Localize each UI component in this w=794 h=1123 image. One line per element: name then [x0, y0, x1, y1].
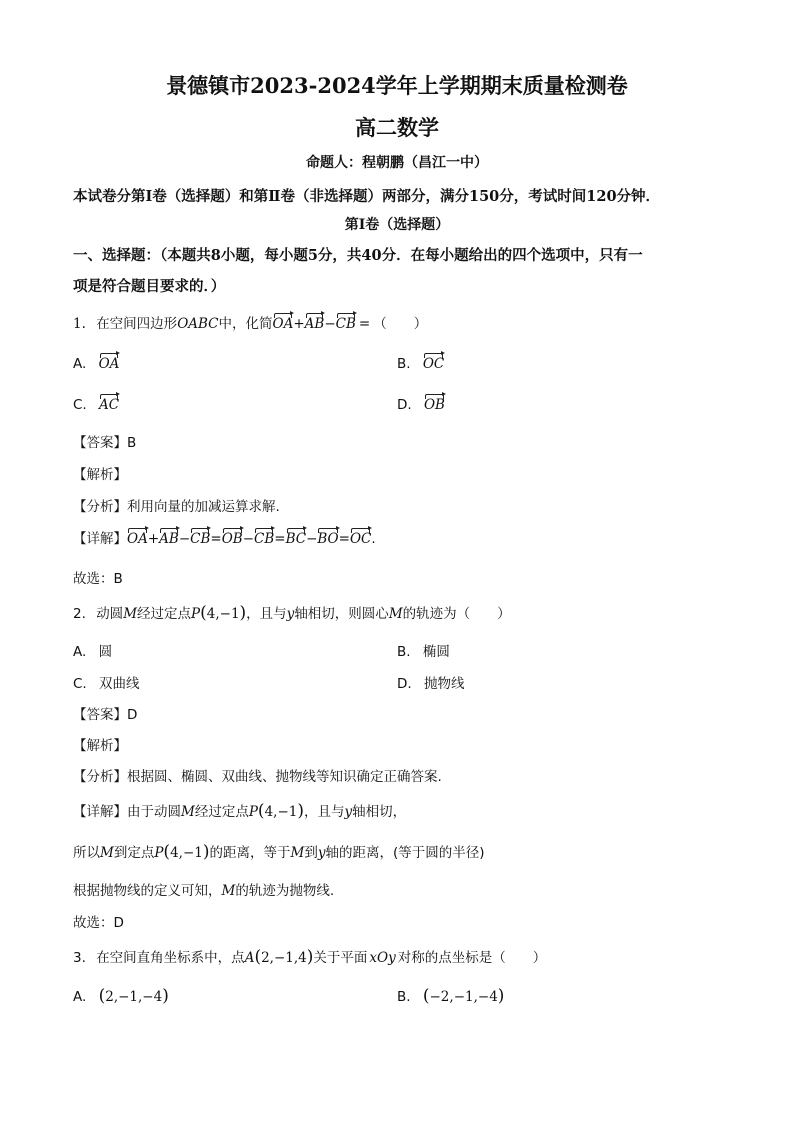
stem-text: 轴相切，则圆心 — [294, 606, 389, 622]
equals-sign: = — [338, 531, 350, 547]
detail-text: 根据抛物线的定义可知， — [73, 883, 222, 899]
detail-text: 到定点 — [113, 845, 155, 861]
option-text: 抛物线 — [423, 676, 465, 692]
var-m: M — [123, 606, 138, 622]
section-heading-line2: 项是符合题目要求的．） — [73, 278, 226, 295]
plus-sign: + — [147, 531, 160, 547]
choose-tag: 故选： — [73, 571, 114, 587]
question-3-stem: 3. 在空间直角坐标系中，点A(2,−1,4)关于平面 xOy 对称的点坐标是（ ） — [73, 947, 547, 967]
fenxi-line — [73, 765, 442, 785]
var-m: M — [181, 804, 195, 820]
answer-line — [73, 431, 136, 451]
vector-ab: AB — [159, 527, 179, 547]
var-p: P — [154, 845, 164, 861]
detail-text: 轴的距离，(等于圆的半径) — [325, 845, 485, 861]
option-a — [73, 640, 112, 660]
stem-text: 中，化简 — [218, 316, 273, 332]
option-coords: −2,−1,−4 — [429, 989, 498, 1005]
detail-line-3 — [73, 879, 334, 899]
option-text: 圆 — [98, 644, 113, 660]
vector-bo: BO — [317, 527, 338, 547]
detail-line — [73, 527, 376, 547]
period: . — [371, 531, 376, 547]
option-label: A. — [73, 356, 87, 372]
option-label: C. — [73, 397, 87, 413]
detail-line-2: 所以M到定点P(4,−1)的距离，等于M到y轴的距离，(等于圆的半径) — [73, 842, 485, 862]
var-y: y — [344, 804, 353, 820]
vector-oa: OA — [99, 352, 120, 372]
option-label: B. — [397, 989, 411, 1005]
fenxi-text: 利用向量的加减运算求解. — [127, 499, 280, 515]
option-text: 双曲线 — [99, 676, 140, 692]
var-p: P — [191, 606, 201, 622]
vector-cb: CB — [190, 527, 210, 547]
var-y: y — [317, 845, 326, 861]
point-coords: 4,−1 — [206, 606, 240, 622]
option-coords: 2,−1,−4 — [105, 989, 163, 1005]
minus-sign: − — [242, 531, 254, 547]
question-number: 1. — [73, 316, 86, 332]
question-number: 3. — [73, 950, 86, 966]
detail-text: ，且与 — [303, 804, 345, 820]
vector-cb: CB — [336, 312, 356, 332]
detail-text: 经过定点 — [194, 804, 249, 820]
option-c — [73, 393, 119, 413]
choose-line — [73, 567, 123, 587]
stem-text: ，且与 — [246, 606, 287, 622]
vector-cb: CB — [254, 527, 274, 547]
intro-line: 本试卷分第Ⅰ卷（选择题）和第Ⅱ卷（非选择题）两部分，满分150分，考试时间120分钟． — [73, 188, 661, 205]
var-m: M — [388, 606, 403, 622]
option-b — [397, 640, 450, 660]
point-coords: 2,−1,4 — [261, 950, 307, 966]
answer-value: B — [127, 435, 137, 451]
analysis-tag: 【解析】 — [73, 467, 127, 483]
choose-value: B — [113, 571, 123, 587]
minus-sign: − — [324, 316, 336, 332]
fenxi-line — [73, 495, 280, 515]
vector-oa: OA — [127, 527, 148, 547]
option-label: D. — [397, 676, 412, 692]
question-1-stem — [73, 312, 427, 332]
analysis-tag: 【解析】 — [73, 738, 127, 754]
vector-ac: AC — [99, 393, 119, 413]
var-a: A — [244, 950, 255, 966]
option-a: A. (2,−1,−4) — [73, 986, 169, 1006]
option-a — [73, 352, 119, 372]
fenxi-tag: 【分析】 — [73, 499, 127, 515]
choose-value: D — [113, 915, 124, 931]
stem-text: 对称的点坐标是（ ） — [397, 950, 547, 966]
option-label: A. — [73, 644, 87, 660]
section-heading-line1: 一、选择题：（本题共8小题，每小题5分，共40分．在每小题给出的四个选项中，只有一 — [73, 247, 643, 264]
var-m: M — [100, 845, 114, 861]
plus-sign: + — [293, 316, 305, 332]
detail-text: 的距离，等于 — [209, 845, 291, 861]
detail-text: 所以 — [73, 845, 100, 861]
question-number: 2. — [73, 606, 86, 622]
point-coords: 4,−1 — [264, 804, 298, 820]
vector-ob: OB — [222, 527, 243, 547]
equals-sign: = — [274, 531, 286, 547]
minus-sign: − — [178, 531, 191, 547]
option-label: B. — [397, 644, 411, 660]
author-line: 命题人：程朝鹏（昌江一中） — [306, 155, 488, 171]
vector-ab: AB — [305, 312, 325, 332]
option-label: D. — [397, 397, 412, 413]
detail-text: 到 — [304, 845, 318, 861]
stem-text: 动圆 — [96, 606, 124, 622]
answer-paren: （ ） — [373, 316, 428, 332]
var-m: M — [290, 845, 305, 861]
stem-text: 关于平面 — [313, 950, 368, 966]
vector-ob: OB — [424, 393, 445, 413]
choose-line — [73, 911, 124, 931]
option-label: B. — [397, 356, 411, 372]
detail-tag: 【详解】 — [73, 804, 127, 820]
vector-oc: OC — [350, 527, 371, 547]
option-c — [73, 672, 140, 692]
fenxi-tag: 【分析】 — [73, 769, 127, 785]
option-label: A. — [73, 989, 87, 1005]
exam-title: 景德镇市2023-2024学年上学期期末质量检测卷 — [166, 73, 628, 98]
vector-oa: OA — [273, 312, 294, 332]
fenxi-text: 根据圆、椭圆、双曲线、抛物线等知识确定正确答案. — [127, 769, 442, 785]
shape-label: OABC — [177, 316, 219, 332]
vector-oc: OC — [423, 352, 444, 372]
option-b — [397, 352, 444, 372]
option-d — [397, 672, 464, 692]
plane-label: xOy — [369, 950, 396, 966]
exam-subtitle: 高二数学 — [355, 115, 439, 140]
choose-tag: 故选： — [73, 915, 114, 931]
option-d — [397, 393, 445, 413]
question-2-stem: 2. 动圆M经过定点P(4,−1)，且与y轴相切，则圆心M的轨迹为（ ） — [73, 603, 511, 623]
equals-sign: = — [210, 531, 222, 547]
var-m: M — [221, 883, 236, 899]
detail-line: 【详解】由于动圆M经过定点P(4,−1)，且与y轴相切， — [73, 801, 407, 821]
option-b: B. (−2,−1,−4) — [397, 986, 505, 1006]
stem-text: 经过定点 — [137, 606, 192, 622]
minus-sign: − — [306, 531, 318, 547]
answer-value: D — [127, 707, 138, 723]
stem-text: 的轨迹为（ ） — [402, 606, 511, 622]
detail-text: 轴相切， — [352, 804, 407, 820]
detail-tag: 【详解】 — [73, 531, 127, 547]
equals-sign: = — [358, 316, 371, 332]
option-text: 椭圆 — [422, 644, 450, 660]
vector-bc: BC — [286, 527, 307, 547]
detail-text: 的轨迹为抛物线. — [235, 883, 335, 899]
point-coords: 4,−1 — [170, 845, 203, 861]
var-y: y — [286, 606, 295, 622]
answer-tag: 【答案】 — [73, 707, 127, 723]
option-label: C. — [73, 676, 87, 692]
answer-line — [73, 703, 137, 723]
part-heading: 第Ⅰ卷（选择题） — [344, 217, 450, 233]
detail-text: 由于动圆 — [127, 804, 181, 820]
var-p: P — [248, 804, 258, 820]
stem-text: 在空间四边形 — [96, 316, 178, 332]
stem-text: 在空间直角坐标系中，点 — [96, 950, 245, 966]
answer-tag: 【答案】 — [73, 435, 127, 451]
